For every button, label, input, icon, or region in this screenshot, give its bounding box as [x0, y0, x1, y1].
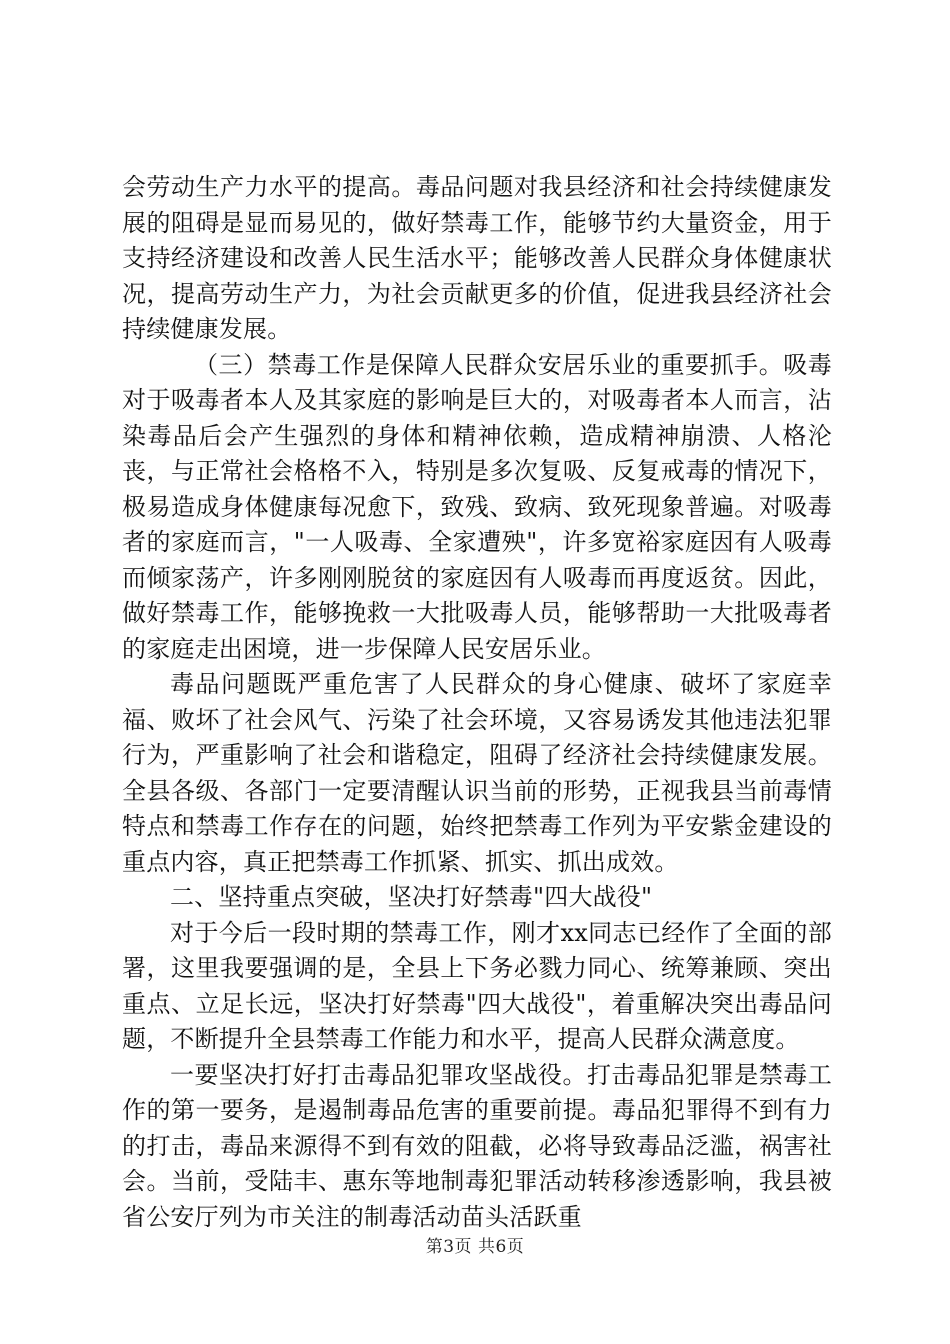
- section-heading-two: 二、坚持重点突破，坚决打好禁毒"四大战役": [170, 883, 653, 911]
- document-body: [122, 170, 832, 1235]
- paragraph-drug-harm-summary: 毒品问题既严重危害了人民群众的身心健康、破坏了家庭幸福、败坏了社会风气、污染了社会环境，又容易诱发其他违法犯罪行为，严重影响了社会和谐稳定，阻碍了经济社会持续健康发展。全县各级、各部门一定要清醒认识当前的形势，正视我县当前毒情特点和禁毒工作存在的问题，始终把禁毒工作列为平安紫金建设的重点内容，真正把禁毒工作抓紧、抓实、抓出成效。: [122, 670, 832, 876]
- paragraph-continuation: 会劳动生产力水平的提高。毒品问题对我县经济和社会持续健康发展的阻碍是显而易见的，做好禁毒工作，能够节约大量资金，用于支持经济建设和改善人民生活水平；能够改善人民群众身体健康状况，提高劳动生产力，为社会贡献更多的价值，促进我县经济社会持续健康发展。: [122, 173, 832, 343]
- paragraph-deployment: 对于今后一段时期的禁毒工作，刚才xx同志已经作了全面的部署，这里我要强调的是，全县上下务必戮力同心、统筹兼顾、突出重点、立足长远，坚决打好禁毒"四大战役"，着重解决突出毒品问题，不断提升全县禁毒工作能力和水平，提高人民群众满意度。: [122, 918, 832, 1053]
- page-number-footer: 第3页 共6页: [425, 1237, 525, 1257]
- paragraph-campaign-one: 一要坚决打好打击毒品犯罪攻坚战役。打击毒品犯罪是禁毒工作的第一要务，是遏制毒品危害的重要前提。毒品犯罪得不到有力的打击，毒品来源得不到有效的阻截，必将导致毒品泛滥，祸害社会。当前，受陆丰、惠东等地制毒犯罪活动转移渗透影响，我县被省公安厅列为市关注的制毒活动苗头活跃重: [122, 1060, 832, 1231]
- paragraph-section-three: （三）禁毒工作是保障人民群众安居乐业的重要抓手。吸毒对于吸毒者本人及其家庭的影响是巨大的，对吸毒者本人而言，沾染毒品后会产生强烈的身体和精神依赖，造成精神崩溃、人格沦丧，与正常社会格格不入，特别是多次复吸、反复戒毒的情况下，极易造成身体健康每况愈下，致残、致病、致死现象普遍。对吸毒者的家庭而言，"一人吸毒、全家遭殃"，许多宽裕家庭因有人吸毒而倾家荡产，许多刚刚脱贫的家庭因有人吸毒而再度返贫。因此，做好禁毒工作，能够挽救一大批吸毒人员，能够帮助一大批吸毒者的家庭走出困境，进一步保障人民安居乐业。: [122, 350, 832, 663]
